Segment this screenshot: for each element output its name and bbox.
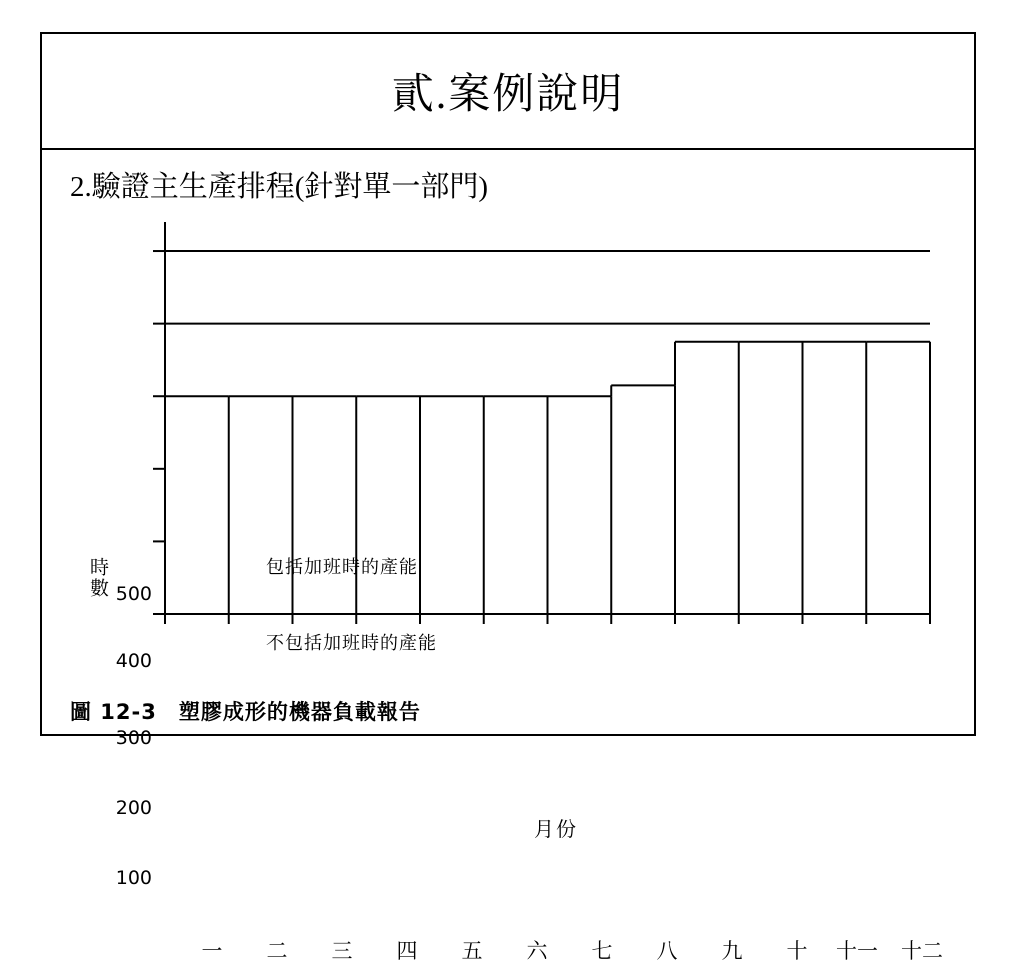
slide-subtitle: 2.驗證主生產排程(針對單一部門) [70,171,489,203]
x-tick-6: 六 [526,939,548,963]
x-tick-5: 五 [461,939,483,963]
x-tick-1: 一 [201,939,223,963]
y-tick-500: 500 [115,583,152,605]
figure-caption [70,696,421,726]
y-tick-400: 400 [115,650,152,672]
x-tick-10: 十 [786,939,808,963]
x-tick-9: 九 [721,939,743,963]
x-tick-12: 十二 [901,939,943,963]
x-tick-8: 八 [656,939,678,963]
chart-figure [42,205,978,963]
slide-frame [40,32,976,963]
slide-title-bar [42,34,974,150]
x-tick-2: 二 [266,939,288,963]
annotation-overtime-capacity: 包括加班時的產能 [266,557,418,577]
x-axis-title: 月份 [534,819,578,841]
y-tick-100: 100 [115,867,152,889]
page-title: 貳.案例說明 [391,72,625,118]
figure-caption-text: 塑膠成形的機器負載報告 [178,700,421,724]
y-tick-300: 300 [115,727,152,749]
x-tick-3: 三 [331,939,353,963]
x-tick-7: 七 [591,939,613,963]
y-tick-200: 200 [115,797,152,819]
y-axis-title: 時數 [87,557,108,599]
figure-number: 圖 12-3 [70,700,157,724]
x-tick-4: 四 [396,939,418,963]
x-tick-11: 十一 [836,939,878,963]
annotation-regular-capacity: 不包括加班時的產能 [266,633,437,653]
